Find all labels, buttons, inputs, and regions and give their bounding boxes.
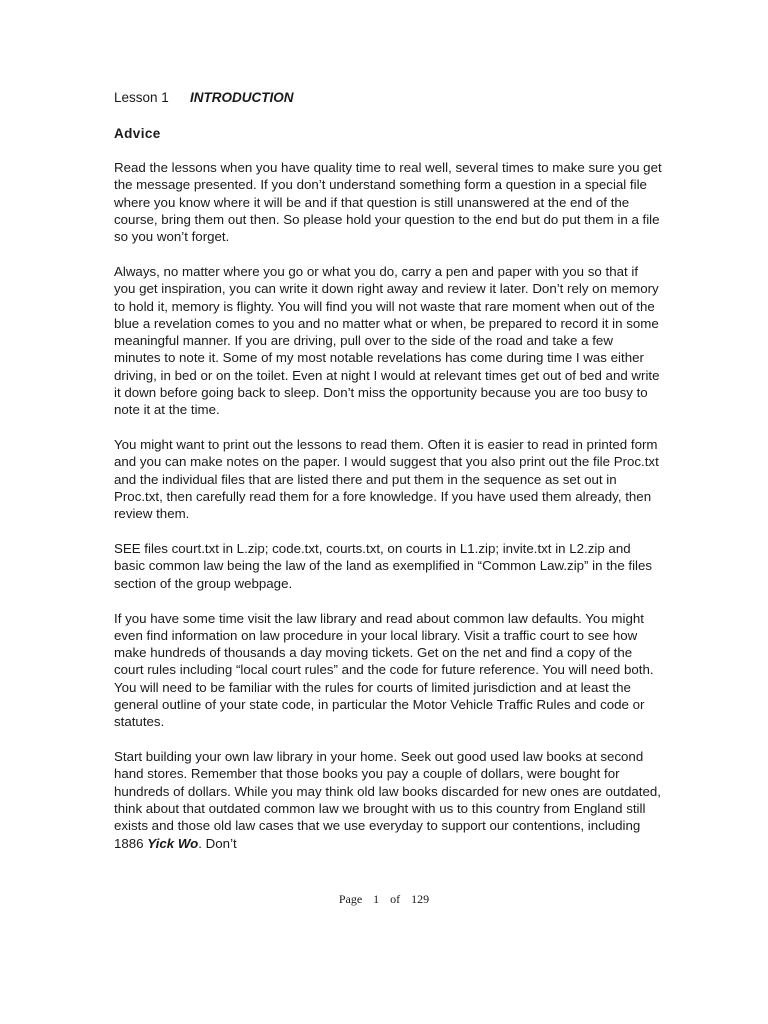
paragraph-quality-time: Read the lessons when you have quality time to real well, several times to make sure you get the message presented. If you don’t understand something form a question in a special file where you know where it will be and if that question is still unanswered at the end of the course, bring them out then. So please hold your question to the end but do put them in a file so you won’t forget.: [114, 160, 662, 245]
case-name-yick-wo: Yick Wo: [147, 835, 199, 851]
paragraph-law-library: If you have some time visit the law library and read about common law defaults. You might even find information on law procedure in your local library. Visit a traffic court to see how make hundreds of thousands a day moving tickets. Get on the net and find a copy of the court rules including “local court rules” and the code for future reference. You will need both. You will need to be familiar with the rules for courts of limited jurisdiction and at least the general outline of your state code, in particular the Motor Vehicle Traffic Rules and code or statutes.: [114, 610, 654, 730]
footer-total-pages: 129: [411, 892, 430, 906]
page-footer: [0, 892, 768, 906]
document-body: [114, 89, 662, 852]
paragraph-build-library-text: Start building your own law library in your home. Seek out good used law books at second hand stores. Remember that those books you pay a couple of dollars, were bought for hundreds of dollars. While you may think old law books discarded for new ones are outdated, think about that outdated common law we brought with us to this country from England still exists and those old law cases that we use everyday to support our contentions, including 1886: [114, 749, 661, 851]
lesson-number: Lesson 1: [114, 90, 169, 105]
section-heading-advice: Advice: [114, 126, 161, 141]
paragraph-pen-and-paper: Always, no matter where you go or what you do, carry a pen and paper with you so that if you get inspiration, you can write it down right away and review it later. Don’t rely on memory to hold it, memory is flighty. You will find you will not waste that rare moment when out of the blue a revelation comes to you and no matter what or when, be prepared to record it in some meaningful manner. If you are driving, pull over to the side of the road and take a few minutes to note it. Some of my most notable revelations has come during time I was either driving, in bed or on the toilet. Even at night I would at relevant times get out of bed and write it down before going back to sleep. Don’t miss the opportunity because you are too busy to note it at the time.: [114, 263, 660, 418]
paragraph-see-files: SEE files court.txt in L.zip; code.txt, courts.txt, on courts in L1.zip; invite.txt in L2.zip and basic common law being the law of the land as exemplified in “Common Law.zip” in the files section of the group webpage.: [114, 541, 653, 591]
footer-page-word: Page: [338, 892, 363, 906]
lesson-title: INTRODUCTION: [190, 90, 294, 105]
paragraph-print-lessons: You might want to print out the lessons to read them. Often it is easier to read in printed form and you can make notes on the paper. I would suggest that you also print out the file Proc.txt and the individual files that are listed there and put them in the sequence as set out in Proc.txt, then carefully read them for a fore knowledge. If you have used them already, then review them.: [114, 437, 659, 522]
paragraph-build-library: [114, 748, 662, 852]
footer-current-page: 1: [373, 892, 380, 906]
lesson-heading: [114, 89, 662, 107]
footer-of-word: of: [390, 892, 401, 906]
paragraph-build-library-tail: . Don’t: [198, 835, 237, 851]
